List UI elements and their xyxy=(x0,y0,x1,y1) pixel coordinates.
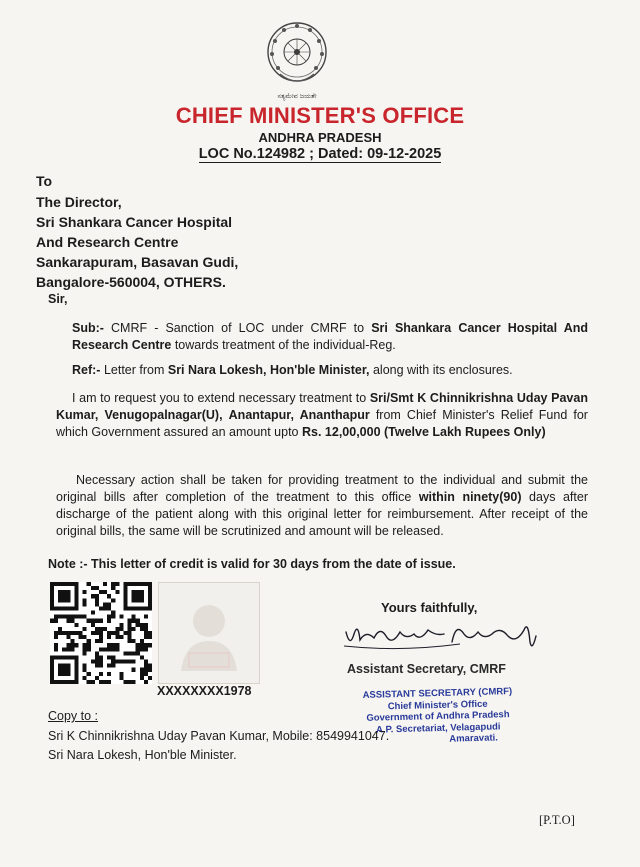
closing-yours-faithfully: Yours faithfully, xyxy=(381,600,478,615)
copy-to-label: Copy to : xyxy=(48,709,99,723)
reference-label: Ref:- xyxy=(72,363,101,377)
subject-hospital-1: Sri Shankara Cancer Hospital And xyxy=(371,321,589,335)
subject-paragraph xyxy=(72,320,588,354)
reference-text-1: Letter from xyxy=(100,363,168,377)
reference-paragraph xyxy=(72,362,588,379)
stamp-line-2: Chief Minister's Office xyxy=(387,698,488,712)
body1-beneficiary-3: Anantapur, Ananthapur xyxy=(228,408,370,422)
validity-note: Note :- This letter of credit is valid for 30 days from the date of issue. xyxy=(48,557,456,571)
body1-beneficiary-1: Sri/Smt K Chinnikrishna Uday xyxy=(369,391,548,405)
address-line-4: Sankarapuram, Basavan Gudi, xyxy=(36,254,239,270)
beneficiary-id: XXXXXXXX1978 xyxy=(157,684,252,698)
photo-silhouette-icon xyxy=(159,583,259,683)
body1-text-1: I am to request you to extend necessary treatment to xyxy=(72,391,370,405)
subject-text-2: towards treatment of the individual-Reg. xyxy=(171,338,396,352)
seal-caption: ಸತ್ಯಮೇವ ಜಯತೇ xyxy=(277,93,317,100)
subject-label: Sub:- xyxy=(72,321,104,335)
signatory-designation: Assistant Secretary, CMRF xyxy=(347,662,506,676)
stamp-line-3: Government of Andhra Pradesh xyxy=(366,709,510,724)
body2-text-2: original bills after completion of the treatment to this office xyxy=(56,490,419,504)
reference-text-2: along with its enclosures. xyxy=(369,363,513,377)
salutation: Sir, xyxy=(48,292,68,306)
body1-text-2: from Chief Minister's Relief xyxy=(369,408,533,422)
body1-amount-2: Only) xyxy=(513,425,546,439)
stamp-line-1: ASSISTANT SECRETARY (CMRF) xyxy=(362,686,513,701)
subject-hospital-2: Research Centre xyxy=(72,338,172,352)
address-line-1: The Director, xyxy=(36,194,122,210)
address-line-5: Bangalore-560004, OTHERS. xyxy=(36,274,226,290)
address-line-2: Sri Shankara Cancer Hospital xyxy=(36,214,233,230)
office-title: CHIEF MINISTER'S OFFICE xyxy=(175,103,465,128)
please-turn-over: [P.T.O] xyxy=(539,813,575,827)
body2-text-3: days after xyxy=(521,490,588,504)
copy-recipient-1: Sri K Chinnikrishna Uday Pavan Kumar, Mobile: 8549941047. xyxy=(48,729,390,743)
state-emblem-seal xyxy=(266,8,328,104)
stamp-line-5: Amaravati. xyxy=(449,732,499,745)
reference-minister: Sri Nara Lokesh, Hon'ble Minister, xyxy=(167,363,370,377)
body1-beneficiary-2: Pavan Kumar, Venugopalnagar(U), xyxy=(56,391,588,422)
copy-recipient-2: Sri Nara Lokesh, Hon'ble Minister. xyxy=(48,748,237,762)
handwritten-signature xyxy=(340,612,550,658)
body2-text-5: original bills, the same will be scrutinized and amount will be released. xyxy=(56,524,444,538)
loc-number-date xyxy=(0,146,640,162)
body2-text-4: discharge of the patient along with this original letter for reimbursement. After receipt of the xyxy=(56,507,588,521)
body-paragraph-1 xyxy=(56,390,588,441)
loc-line-text: LOC No.124982 ; Dated: 09-12-2025 xyxy=(198,146,442,162)
beneficiary-photo xyxy=(158,582,260,684)
address-to: To xyxy=(36,173,53,189)
state-name: ANDHRA PRADESH xyxy=(258,130,382,145)
body2-ninety-days: within ninety(90) xyxy=(418,490,522,504)
body1-text-3: Fund for which Government assured an amount upto xyxy=(56,408,588,439)
stamp-line-4: A.P. Secretariat, Velagapudi xyxy=(375,720,501,736)
body-paragraph-2 xyxy=(56,472,588,540)
body1-amount-1: Rs. 12,00,000 (Twelve Lakh Rupees xyxy=(301,425,511,439)
qr-code xyxy=(50,582,152,684)
body2-text-1: Necessary action shall be taken for providing treatment to the individual and submit the xyxy=(76,473,588,487)
address-line-3: And Research Centre xyxy=(36,234,179,250)
subject-text-1: CMRF - Sanction of LOC under CMRF to xyxy=(103,321,372,335)
